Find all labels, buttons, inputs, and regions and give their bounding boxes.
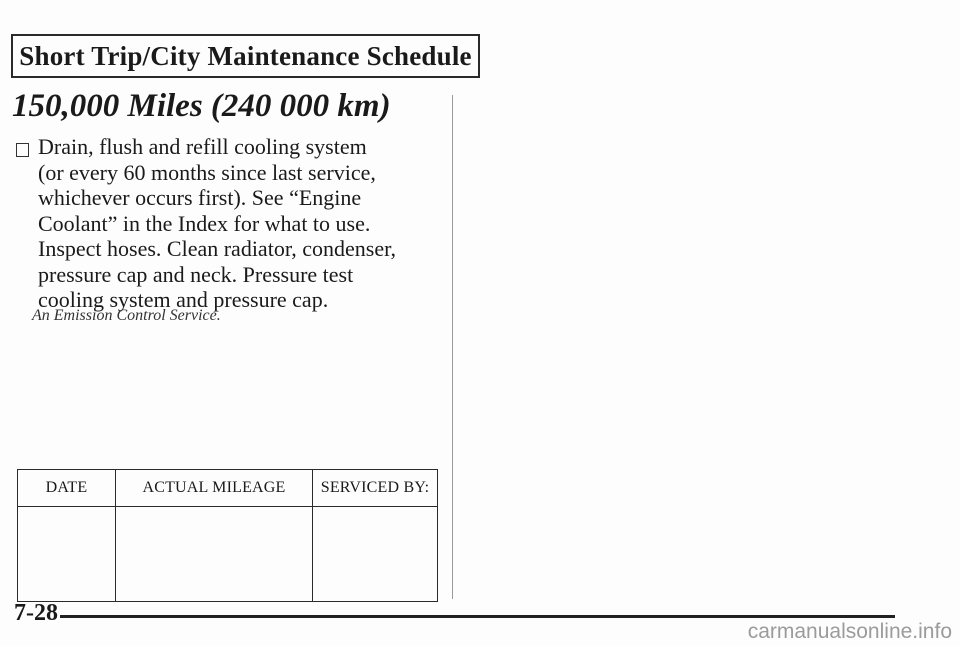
item-line: whichever occurs first). See “Engine xyxy=(38,185,362,210)
section-title-tab xyxy=(11,34,480,78)
date-cell[interactable] xyxy=(18,507,116,602)
mileage-heading: 150,000 Miles (240 000 km) xyxy=(12,88,391,124)
item-line: (or every 60 months since last service, xyxy=(38,159,376,185)
table-row xyxy=(18,507,438,602)
maintenance-item-text xyxy=(38,134,434,313)
column-divider xyxy=(452,95,453,599)
actual-mileage-cell[interactable] xyxy=(116,507,313,602)
item-line: pressure cap and neck. Pressure test xyxy=(38,261,354,287)
watermark: carmanualsonline.info xyxy=(747,620,952,643)
header-date: DATE xyxy=(18,470,116,507)
service-record-table xyxy=(17,469,438,602)
page-number: 7-28 xyxy=(14,600,58,626)
footer-rule xyxy=(60,615,895,618)
header-serviced-by: SERVICED BY: xyxy=(313,470,438,507)
table-header-row xyxy=(18,470,438,507)
header-actual-mileage: ACTUAL MILEAGE xyxy=(116,470,313,507)
item-line: Inspect hoses. Clean radiator, condenser, xyxy=(38,236,397,261)
serviced-by-cell[interactable] xyxy=(313,507,438,602)
emission-control-note: An Emission Control Service. xyxy=(32,307,221,324)
checkbox-icon[interactable] xyxy=(16,143,29,157)
section-title: Short Trip/City Maintenance Schedule xyxy=(19,40,472,71)
item-line: cooling system and pressure cap. xyxy=(38,287,329,312)
item-line: Coolant” in the Index for what to use. xyxy=(38,210,371,236)
item-line: Drain, flush and refill cooling system xyxy=(38,134,367,159)
maintenance-item xyxy=(14,134,434,313)
